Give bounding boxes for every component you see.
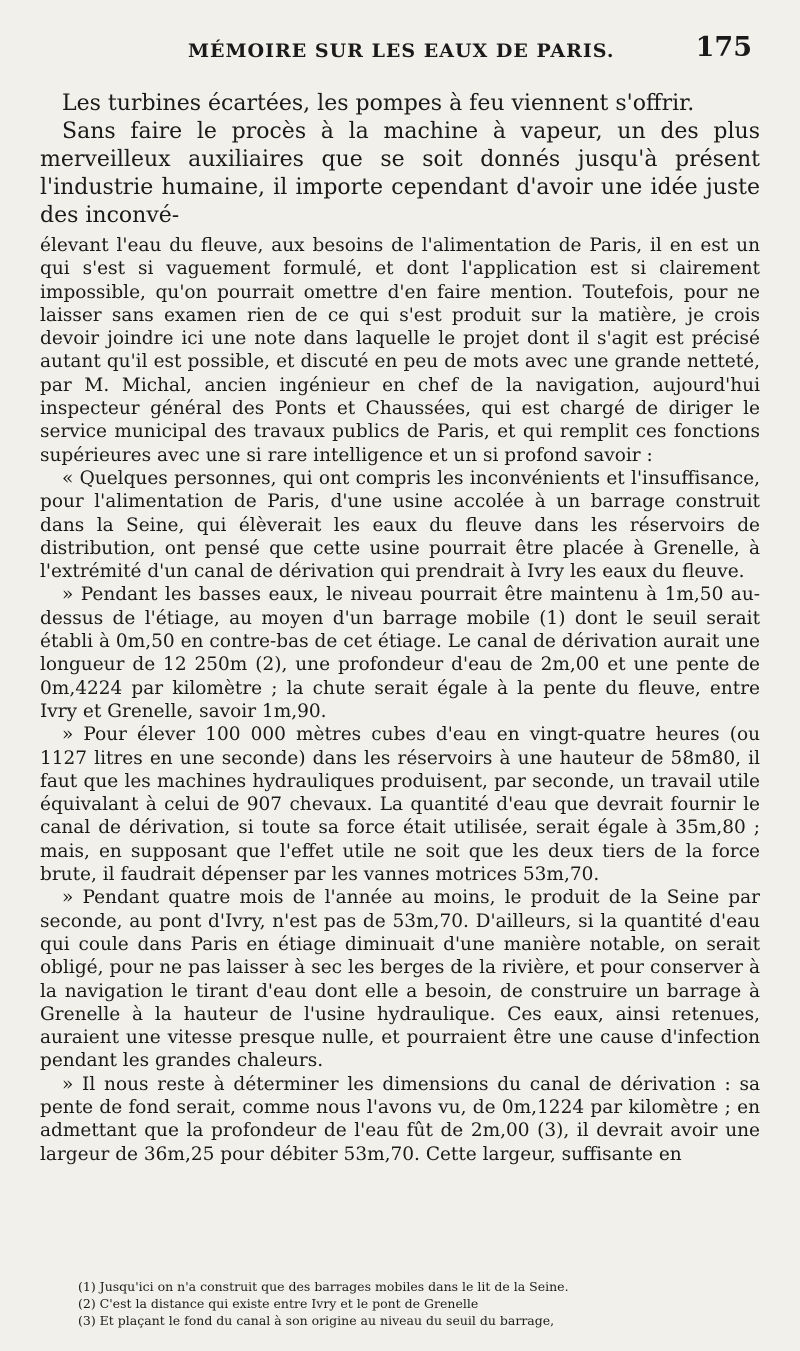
running-head: MÉMOIRE SUR LES EAUX DE PARIS. — [188, 40, 615, 62]
quoted-paragraph: « Quelques personnes, qui ont compris les inconvénients et l'insuffisance, pour l'alimentation de Paris, d'une usine accolée à un barrage construit dans la Seine, qui élèverait les eaux du fleuve dans les réservoirs de distribution, ont pensé que cette usine pourrait être placée à Grenelle, à l'extrémité d'un canal de dérivation qui prendrait à Ivry les eaux du fleuve. — [40, 467, 760, 583]
footnote: (2) C'est la distance qui existe entre Ivry et le pont de Grenelle — [78, 1296, 479, 1311]
note-text — [40, 234, 760, 1166]
main-text — [40, 90, 760, 230]
footnotes — [78, 1278, 768, 1329]
footnote: (3) Et plaçant le fond du canal à son origine au niveau du seuil du barrage, — [78, 1313, 555, 1328]
footnote: (1) Jusqu'ici on n'a construit que des barrages mobiles dans le lit de la Seine. — [78, 1279, 569, 1294]
paragraph: Les turbines écartées, les pompes à feu viennent s'offrir. — [62, 91, 695, 116]
page-number: 175 — [695, 32, 752, 63]
page-header — [40, 30, 760, 74]
quoted-paragraph: » Pendant les basses eaux, le niveau pourrait être maintenu à 1m,50 au-dessus de l'étiage, au moyen d'un barrage mobile (1) dont le seuil serait établi à 0m,50 en contre-bas de cet étiage. Le canal de dérivation aurait une longueur de 12 250m (2), une profondeur d'eau de 2m,00 et une pente de 0m,4224 par kilomètre ; la chute serait égale à la pente du fleuve, entre Ivry et Grenelle, savoir 1m,90. — [40, 584, 760, 722]
paragraph: élevant l'eau du fleuve, aux besoins de l'alimentation de Paris, il en est un qui s'est si vaguement formulé, et dont l'application est si clairement impossible, qu'on pourrait omettre d'en faire mention. Toutefois, pour ne laisser sans examen rien de ce qui s'est produit sur la matière, je crois devoir joindre ici une note dans laquelle le projet dont il s'agit est précisé autant qu'il est possible, et discuté en peu de mots avec une grande netteté, par M. Michal, ancien ingénieur en chef de la navigation, aujourd'hui inspecteur général des Ponts et Chaussées, qui est chargé de diriger le service municipal des travaux publics de Paris, et qui remplit ces fonctions supérieures avec une si rare intelligence et un si profond savoir : — [40, 235, 760, 466]
quoted-paragraph: » Pendant quatre mois de l'année au moins, le produit de la Seine par seconde, au pont d'Ivry, n'est pas de 53m,70. D'ailleurs, si la quantité d'eau qui coule dans Paris en étiage diminuait d'une manière notable, on serait obligé, pour ne pas laisser à sec les berges de la rivière, et pour conserver à la navigation le tirant d'eau dont elle a besoin, de construire un barrage à Grenelle à la hauteur de l'usine hydraulique. Ces eaux, ainsi retenues, auraient une vitesse presque nulle, et pourraient être une cause d'infection pendant les grandes chaleurs. — [40, 887, 760, 1072]
quoted-paragraph: » Il nous reste à déterminer les dimensions du canal de dérivation : sa pente de fond serait, comme nous l'avons vu, de 0m,1224 par kilomètre ; en admettant que la profondeur de l'eau fût de 2m,00 (3), il devrait avoir une largeur de 36m,25 pour débiter 53m,70. Cette largeur, suffisante en — [40, 1073, 760, 1165]
paragraph: Sans faire le procès à la machine à vapeur, un des plus merveilleux auxiliaires que se soit donnés jusqu'à présent l'industrie humaine, il importe cependant d'avoir une idée juste des inconvé- — [40, 119, 760, 228]
quoted-paragraph: » Pour élever 100 000 mètres cubes d'eau en vingt-quatre heures (ou 1127 litres en une seconde) dans les réservoirs à une hauteur de 58m80, il faut que les machines hydrauliques produisent, par seconde, un travail utile équivalant à celui de 907 chevaux. La quantité d'eau que devrait fournir le canal de dérivation, si toute sa force était utilisée, serait égale à 35m,80 ; mais, en supposant que l'effet utile ne soit que les deux tiers de la force brute, il faudrait dépenser par les vannes motrices 53m,70. — [40, 724, 760, 886]
